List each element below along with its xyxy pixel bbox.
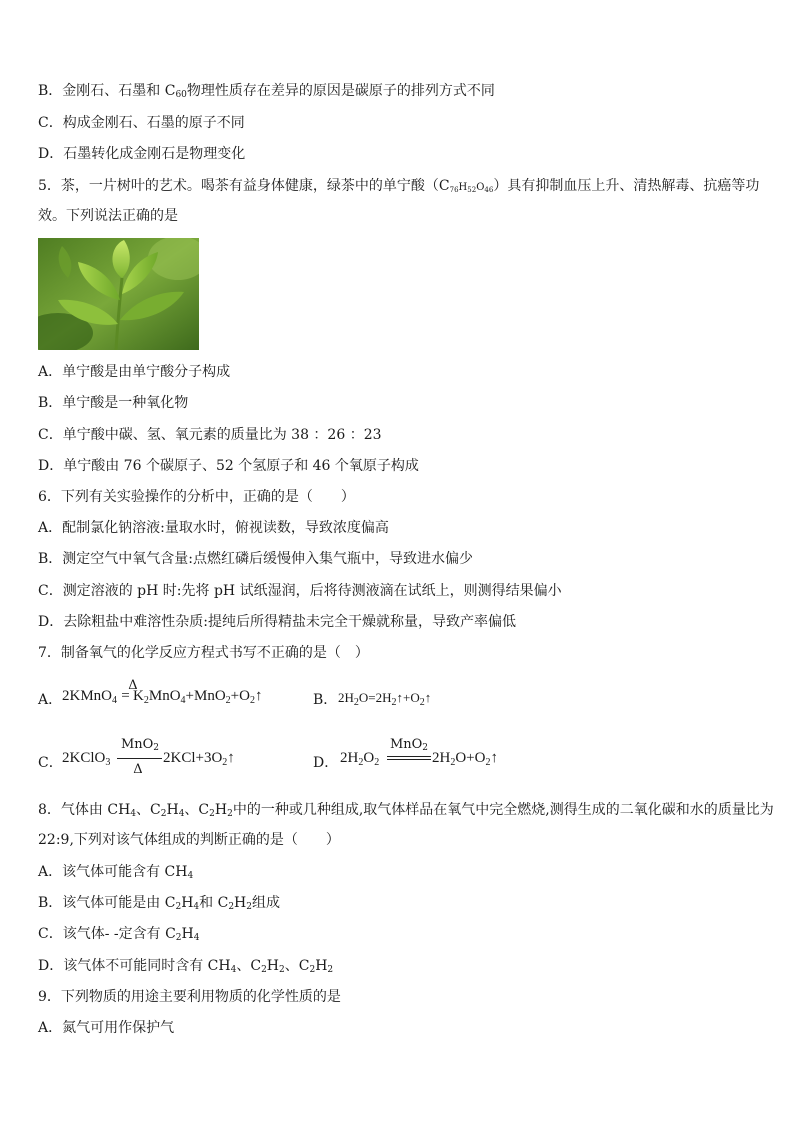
q5-stem-line1: 5．茶，一片树叶的艺术。喝茶有益身体健康，绿茶中的单宁酸（C76H52O46）具有抑制血压上升、清热解毒、抗癌等功 xyxy=(38,178,760,194)
q4-option-d: D．石墨转化成金刚石是物理变化 xyxy=(38,146,246,162)
q7-label-a: A． xyxy=(38,692,63,708)
equation-c-product: $2KCl+3O_2↑$ xyxy=(163,750,235,768)
q8-stem-line2: 22:9,下列对该气体组成的判断正确的是（ ） xyxy=(38,832,340,848)
reaction-bar-c xyxy=(117,758,162,759)
tea-leaves-photo xyxy=(38,238,199,350)
equation-d-product: $2H_2O+O_2↑$ xyxy=(432,750,498,768)
q8-option-c: C．该气体- -定含有 $C_2H_4$ xyxy=(38,926,200,943)
q9-option-a: A．氮气可用作保护气 xyxy=(38,1020,175,1036)
q8-option-a: A．该气体可能含有 $CH_4$ xyxy=(38,864,194,881)
q5-option-a: A．单宁酸是由单宁酸分子构成 xyxy=(38,364,231,380)
q8-stem-line1: 8．气体由 $CH_4$、$C_2H_4$、$C_2H_2$中的一种或几种组成,取气体样品在氧气中完全燃烧,测得生成的二氧化碳和水的质量比为 xyxy=(38,802,774,819)
q6-option-d: D．去除粗盐中难溶性杂质:提纯后所得精盐未完全干燥就称量，导致产率偏低 xyxy=(38,614,516,630)
reaction-bar-d-bottom xyxy=(387,759,431,760)
catalyst-c: MnO2 xyxy=(120,737,160,753)
heat-symbol-c: Δ xyxy=(133,762,143,777)
equation-a: 2KMnO$_4$ = $K_2MnO_4+MnO_2+O_2↑$ xyxy=(62,688,263,706)
q7-label-d: D． xyxy=(313,755,339,771)
reaction-bar-d-top xyxy=(387,756,431,757)
q7-label-b: B． xyxy=(313,692,338,708)
q4-option-c: C．构成金刚石、石墨的原子不同 xyxy=(38,115,245,131)
catalyst-d: MnO2 xyxy=(389,737,429,753)
q4-option-b: B．金刚石、石墨和 $C_{60}$物理性质存在差异的原因是碳原子的排列方式不同 xyxy=(38,83,495,100)
q6-option-c: C．测定溶液的 pH 时:先将 pH 试纸湿润，后将待测液滴在试纸上，则测得结果偏小 xyxy=(38,583,562,599)
q6-stem: 6．下列有关实验操作的分析中，正确的是（ ） xyxy=(38,489,355,505)
equation-d-reactant: $2H_2O_2$ xyxy=(340,750,380,768)
q6-option-b: B．测定空气中氧气含量:点燃红磷后缓慢伸入集气瓶中，导致进水偏少 xyxy=(38,551,474,567)
q6-option-a: A．配制氯化钠溶液:量取水时，俯视读数，导致浓度偏高 xyxy=(38,520,389,536)
equation-b: $2H_2O=2H_2↑+O_2↑$ xyxy=(338,690,432,708)
equation-c-reactant: 2KClO$_3$ xyxy=(62,750,111,768)
q8-option-b: B．该气体可能是由 $C_2H_4$和 $C_2H_2$组成 xyxy=(38,895,280,912)
q5-stem-line2: 效。下列说法正确的是 xyxy=(38,208,178,224)
q9-stem: 9．下列物质的用途主要利用物质的化学性质的是 xyxy=(38,989,341,1005)
q7-stem: 7．制备氧气的化学反应方程式书写不正确的是（ ） xyxy=(38,645,369,661)
q5-option-b: B．单宁酸是一种氧化物 xyxy=(38,395,189,411)
heat-symbol-a: Δ xyxy=(128,678,138,693)
q7-label-c: C． xyxy=(38,755,63,771)
q8-option-d: D．该气体不可能同时含有 $CH_4$、$C_2H_2$、$C_2H_2$ xyxy=(38,958,334,975)
q5-option-c: C．单宁酸中碳、氢、氧元素的质量比为 38 ：26 ：23 xyxy=(38,427,382,443)
q5-option-d: D．单宁酸由 76 个碳原子、52 个氢原子和 46 个氧原子构成 xyxy=(38,458,419,474)
